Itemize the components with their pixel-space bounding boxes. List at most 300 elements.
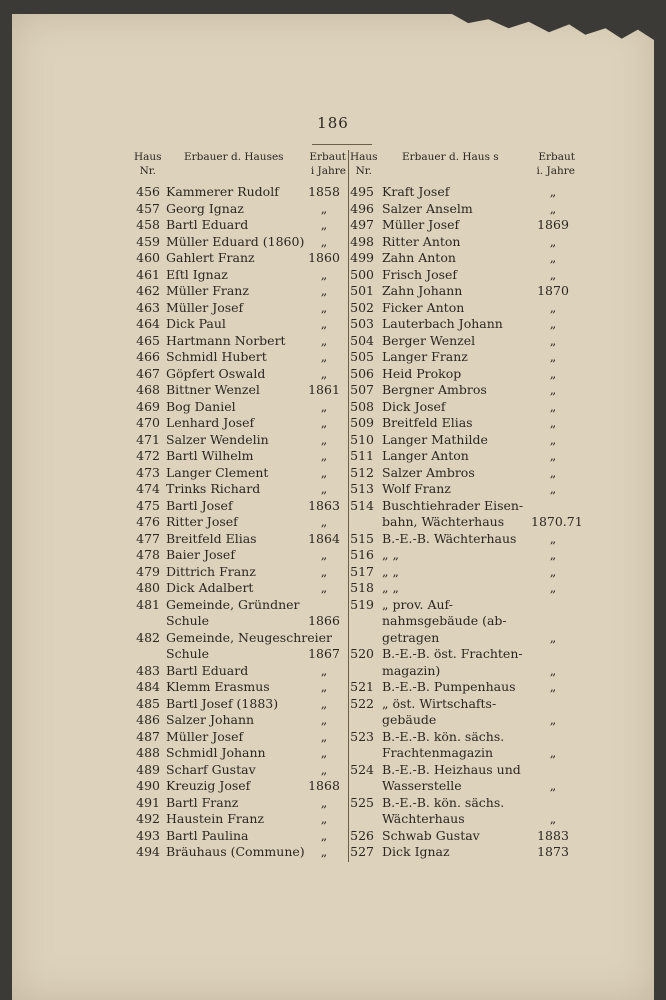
build-year: „ (320, 233, 328, 249)
house-number: 476 (136, 514, 160, 529)
house-number: 460 (136, 250, 160, 265)
table-row (350, 828, 575, 845)
house-number: 515 (350, 530, 374, 546)
builder-name: Berger Wenzel (382, 332, 476, 348)
table-row (120, 333, 346, 350)
build-year: 1861 (308, 382, 340, 397)
house-number: 477 (136, 530, 160, 546)
builder-name: Bog Daniel (166, 398, 236, 414)
builder-name: Ficker Anton (382, 299, 465, 315)
build-year: „ (549, 250, 557, 265)
house-number: 481 (136, 596, 160, 612)
house-number: 514 (350, 497, 374, 513)
table-row (120, 564, 346, 581)
table-row (120, 630, 346, 647)
table-row (120, 300, 346, 317)
build-year: „ (320, 481, 328, 496)
build-year: „ (320, 299, 328, 315)
table-row (350, 531, 575, 548)
house-number: 497 (350, 217, 374, 232)
table-row (120, 382, 346, 399)
builder-name: „ „ (382, 547, 399, 562)
table-row (120, 580, 346, 597)
build-year: „ (549, 547, 557, 562)
build-year: „ (549, 745, 557, 760)
build-year: 1866 (308, 613, 340, 628)
house-number: 527 (350, 844, 374, 859)
table-row (350, 729, 575, 746)
build-year: „ (320, 745, 328, 760)
builder-name: Bartl Josef (166, 497, 233, 513)
build-year: „ (320, 728, 328, 744)
house-number: 458 (136, 217, 160, 232)
build-year: 1864 (308, 530, 340, 546)
build-year: „ (549, 184, 557, 199)
build-year: „ (549, 431, 557, 447)
builder-name: Langer Clement (166, 464, 269, 480)
table-row (120, 547, 346, 564)
build-year: „ (320, 695, 328, 711)
build-year: „ (320, 349, 328, 364)
builder-name: Buschtiehrader Eisen- (382, 497, 524, 513)
builder-name: Wolf Franz (382, 481, 451, 496)
builder-name: Wächterhaus (382, 811, 465, 826)
builder-name: Müller Josef (382, 217, 460, 232)
table-row (350, 630, 575, 647)
house-number: 456 (136, 184, 160, 199)
build-year: „ (549, 415, 557, 430)
build-year: „ (549, 332, 557, 348)
table-row (120, 778, 346, 795)
builder-name: Gahlert Franz (166, 250, 255, 265)
table-row (350, 564, 575, 581)
build-year: „ (320, 365, 328, 381)
house-number: 468 (136, 382, 160, 397)
header-haus-nr: Haus Nr. (350, 151, 378, 177)
build-year: „ (320, 398, 328, 414)
builder-name: Frisch Josef (382, 266, 458, 282)
house-number: 457 (136, 200, 160, 216)
house-number: 501 (350, 283, 374, 298)
house-number: 504 (350, 332, 374, 348)
builder-name: Breitfeld Elias (382, 415, 473, 430)
build-year: „ (320, 794, 328, 810)
house-number: 466 (136, 349, 160, 364)
table-row (120, 514, 346, 531)
build-year: „ (320, 316, 328, 331)
table-row (350, 696, 575, 713)
build-year: „ (549, 530, 557, 546)
builder-name: Gemeinde, Gründner (166, 596, 300, 612)
builder-name: Klemm Erasmus (166, 679, 270, 694)
house-number: 518 (350, 580, 374, 595)
build-year: „ (320, 464, 328, 480)
build-year: „ (320, 217, 328, 232)
house-number: 487 (136, 728, 160, 744)
table-row (120, 729, 346, 746)
table-row (120, 415, 346, 432)
builder-name: Zahn Anton (382, 250, 456, 265)
build-year: „ (320, 712, 328, 727)
build-year: „ (320, 563, 328, 579)
table-row (350, 333, 575, 350)
build-year: „ (549, 233, 557, 249)
builder-name: Wasserstelle (382, 778, 462, 793)
build-year: „ (549, 398, 557, 414)
table-row (350, 415, 575, 432)
builder-name: Haustein Franz (166, 811, 264, 826)
table-row (120, 828, 346, 845)
builder-name: „ prov. Auf- (382, 596, 453, 612)
builder-name: Bartl Wilhelm (166, 448, 254, 463)
house-number: 459 (136, 233, 160, 249)
build-year: 1863 (308, 497, 340, 513)
table-row (120, 448, 346, 465)
table-row (120, 399, 346, 416)
builder-name: Kraft Josef (382, 184, 450, 199)
house-number: 507 (350, 382, 374, 397)
build-year: „ (320, 514, 328, 529)
builder-name: Baier Josef (166, 547, 235, 562)
build-year: „ (549, 481, 557, 496)
table-row (120, 696, 346, 713)
builder-name: Schwab Gustav (382, 827, 480, 843)
table-row (120, 811, 346, 828)
house-number: 485 (136, 695, 160, 711)
house-number: 524 (350, 761, 374, 777)
house-number: 464 (136, 316, 160, 331)
left-column-header (120, 150, 346, 184)
house-number: 493 (136, 827, 160, 843)
builder-name: B.-E.-B. Pumpenhaus (382, 679, 516, 694)
table-row (120, 184, 346, 201)
builder-name: B.-E.-B. kön. sächs. (382, 728, 505, 744)
table-row (350, 514, 583, 531)
table-row (350, 712, 575, 729)
table-row (120, 597, 346, 614)
table-row (350, 844, 575, 861)
left-column (120, 150, 346, 861)
build-year: „ (549, 662, 557, 678)
builder-name: Salzer Ambros (382, 464, 475, 480)
table-row (350, 382, 575, 399)
builder-name: Dittrich Franz (166, 563, 256, 579)
table-row (350, 778, 575, 795)
builder-name: Bräuhaus (Commune) (166, 844, 305, 859)
builder-name: Georg Ignaz (166, 200, 244, 216)
build-year: „ (549, 299, 557, 315)
table-row (120, 432, 346, 449)
builder-name: Frachtenmagazin (382, 745, 494, 760)
torn-page-edge (452, 14, 654, 40)
builder-name: Müller Franz (166, 283, 249, 298)
builder-name: Hartmann Norbert (166, 332, 286, 348)
house-number: 513 (350, 481, 374, 496)
house-number: 472 (136, 448, 160, 463)
builder-name: Trinks Richard (166, 481, 261, 496)
build-year: „ (549, 563, 557, 579)
table-row (350, 349, 575, 366)
table-row (350, 613, 575, 630)
builder-name: Heid Prokop (382, 365, 462, 381)
build-year: „ (320, 547, 328, 562)
build-year: „ (549, 679, 557, 694)
header-erbaut: Erbaut i Jahre (309, 151, 346, 177)
house-number: 499 (350, 250, 374, 265)
build-year: „ (549, 778, 557, 793)
table-row (350, 448, 575, 465)
builder-name: Ritter Anton (382, 233, 461, 249)
builder-name: Schmidl Johann (166, 745, 266, 760)
build-year: „ (320, 761, 328, 777)
builder-name: Eſtl Ignaz (166, 266, 228, 282)
builder-name: Langer Mathilde (382, 431, 488, 447)
builder-name: „ öst. Wirtschafts- (382, 695, 497, 711)
house-number: 470 (136, 415, 160, 430)
builder-name: Müller Josef (166, 299, 244, 315)
builder-name: nahmsgebäude (ab- (382, 613, 507, 628)
builder-name: Bartl Josef (1883) (166, 695, 279, 711)
house-number: 478 (136, 547, 160, 562)
build-year: „ (320, 844, 328, 859)
builder-name: bahn, Wächterhaus (382, 514, 505, 529)
build-year: 1883 (537, 827, 569, 843)
builder-name: gebäude (382, 712, 437, 727)
builder-name: Salzer Johann (166, 712, 255, 727)
builder-name: Schule (166, 613, 210, 628)
builder-name: B.-E.-B. kön. sächs. (382, 794, 505, 810)
house-number: 495 (350, 184, 374, 199)
build-year: „ (549, 464, 557, 480)
builder-name: Schmidl Hubert (166, 349, 267, 364)
house-number: 486 (136, 712, 160, 727)
house-number: 517 (350, 563, 374, 579)
left-rows (120, 184, 346, 861)
house-number: 480 (136, 580, 160, 595)
build-year: „ (320, 332, 328, 348)
house-number: 526 (350, 827, 374, 843)
house-number: 483 (136, 662, 160, 678)
table-row (350, 465, 575, 482)
house-number: 479 (136, 563, 160, 579)
builder-name: Schule (166, 646, 210, 661)
table-row (350, 679, 575, 696)
house-number: 508 (350, 398, 374, 414)
house-number: 519 (350, 596, 374, 612)
build-year: 1869 (537, 217, 569, 232)
builder-name: Zahn Johann (382, 283, 463, 298)
house-number: 462 (136, 283, 160, 298)
house-number: 475 (136, 497, 160, 513)
table-row (120, 795, 346, 812)
build-year: „ (549, 266, 557, 282)
table-row (350, 217, 575, 234)
table-row (120, 267, 346, 284)
build-year: „ (549, 349, 557, 364)
house-number: 510 (350, 431, 374, 447)
builder-name: „ „ (382, 563, 399, 579)
build-year: 1870 (537, 283, 569, 298)
table-row (350, 250, 575, 267)
house-number: 498 (350, 233, 374, 249)
builder-name: Bartl Eduard (166, 217, 249, 232)
build-year: „ (549, 200, 557, 216)
builder-name: B.-E.-B. Heizhaus und (382, 761, 521, 777)
builder-name: Dick Adalbert (166, 580, 254, 595)
table-row (120, 316, 346, 333)
builder-name: Müller Josef (166, 728, 244, 744)
build-year: „ (549, 316, 557, 331)
build-year: „ (320, 827, 328, 843)
builder-name: B.-E.-B. öst. Frachten- (382, 646, 523, 661)
build-year: „ (549, 365, 557, 381)
house-number: 461 (136, 266, 160, 282)
builder-name: Gemeinde, Neugeschreier (166, 629, 333, 645)
table-row (350, 234, 575, 251)
table-row (350, 201, 575, 218)
builder-name: Göpfert Oswald (166, 365, 266, 381)
build-year: „ (320, 662, 328, 678)
build-year: „ (320, 811, 328, 826)
table-row (350, 547, 575, 564)
house-number: 489 (136, 761, 160, 777)
builder-name: Scharf Gustav (166, 761, 256, 777)
house-number: 471 (136, 431, 160, 447)
table-row (350, 795, 575, 812)
build-year: „ (320, 415, 328, 430)
house-number: 512 (350, 464, 374, 480)
house-number: 516 (350, 547, 374, 562)
house-number: 505 (350, 349, 374, 364)
build-year: „ (320, 283, 328, 298)
house-number: 496 (350, 200, 374, 216)
table-row (120, 844, 346, 861)
builder-name: Lenhard Josef (166, 415, 255, 430)
build-year: „ (320, 266, 328, 282)
header-erbauer: Erbauer d. Hauses (184, 151, 284, 163)
house-number: 511 (350, 448, 374, 463)
builder-name: Lauterbach Johann (382, 316, 503, 331)
house-number: 491 (136, 794, 160, 810)
build-year: 1870.71 (531, 514, 583, 529)
house-number: 523 (350, 728, 374, 744)
table-row (120, 762, 346, 779)
table-row (350, 366, 575, 383)
table-row (120, 283, 346, 300)
build-year: „ (549, 712, 557, 727)
table-row (350, 267, 575, 284)
table-row (350, 663, 575, 680)
house-number: 465 (136, 332, 160, 348)
house-number: 522 (350, 695, 374, 711)
table-row (350, 399, 575, 416)
builder-name: Ritter Josef (166, 514, 238, 529)
right-column-header (350, 150, 575, 184)
header-erbaut: Erbaut i. Jahre (536, 151, 575, 177)
build-year: „ (320, 580, 328, 595)
table-row (120, 481, 346, 498)
house-number: 520 (350, 646, 374, 661)
table-row (350, 283, 575, 300)
builder-name: Bartl Franz (166, 794, 239, 810)
house-number: 474 (136, 481, 160, 496)
table-row (350, 184, 575, 201)
builder-name: Kreuzig Josef (166, 778, 251, 793)
builder-name: magazin) (382, 662, 441, 678)
builder-name: Dick Josef (382, 398, 446, 414)
table-row (350, 498, 575, 515)
builder-name: Langer Anton (382, 448, 469, 463)
builder-name: B.-E.-B. Wächterhaus (382, 530, 517, 546)
builder-name: Müller Eduard (1860) (166, 233, 305, 249)
table-row (350, 481, 575, 498)
table-row (120, 366, 346, 383)
build-year: „ (320, 431, 328, 447)
table-row (350, 745, 575, 762)
table-row (350, 580, 575, 597)
build-year: „ (549, 811, 557, 826)
builder-name: Kammerer Rudolf (166, 184, 279, 199)
house-number: 521 (350, 679, 374, 694)
table-row (120, 234, 346, 251)
table-row (350, 300, 575, 317)
builder-name: Dick Paul (166, 316, 226, 331)
builder-name: getragen (382, 629, 440, 645)
house-number: 467 (136, 365, 160, 381)
table-row (120, 465, 346, 482)
build-year: 1867 (308, 646, 340, 661)
table-row (350, 762, 575, 779)
column-divider (348, 150, 349, 862)
house-number: 500 (350, 266, 374, 282)
build-year: „ (549, 382, 557, 397)
house-number: 492 (136, 811, 160, 826)
build-year: 1860 (308, 250, 340, 265)
build-year: 1858 (308, 184, 340, 199)
build-year: 1868 (308, 778, 340, 793)
house-number: 490 (136, 778, 160, 793)
table-row (120, 201, 346, 218)
house-number: 469 (136, 398, 160, 414)
table-row (120, 498, 346, 515)
house-number: 482 (136, 629, 160, 645)
house-number: 502 (350, 299, 374, 315)
build-year: „ (549, 629, 557, 645)
builder-name: Breitfeld Elias (166, 530, 257, 546)
table-row (120, 531, 346, 548)
build-year: „ (320, 679, 328, 694)
table-row (350, 646, 575, 663)
builder-name: Langer Franz (382, 349, 468, 364)
table-row (120, 679, 346, 696)
house-number: 503 (350, 316, 374, 331)
table-row (120, 250, 346, 267)
table-row (350, 432, 575, 449)
build-year: „ (320, 200, 328, 216)
table-row (120, 613, 346, 630)
build-year: 1873 (537, 844, 569, 859)
table-row (120, 217, 346, 234)
table-row (120, 745, 346, 762)
header-haus-nr: Haus Nr. (134, 151, 162, 177)
right-rows (350, 184, 583, 861)
house-number: 473 (136, 464, 160, 480)
house-number: 506 (350, 365, 374, 381)
table-row (350, 811, 575, 828)
header-erbauer: Erbauer d. Haus s (402, 151, 499, 163)
builder-name: Bittner Wenzel (166, 382, 260, 397)
house-number: 484 (136, 679, 160, 694)
